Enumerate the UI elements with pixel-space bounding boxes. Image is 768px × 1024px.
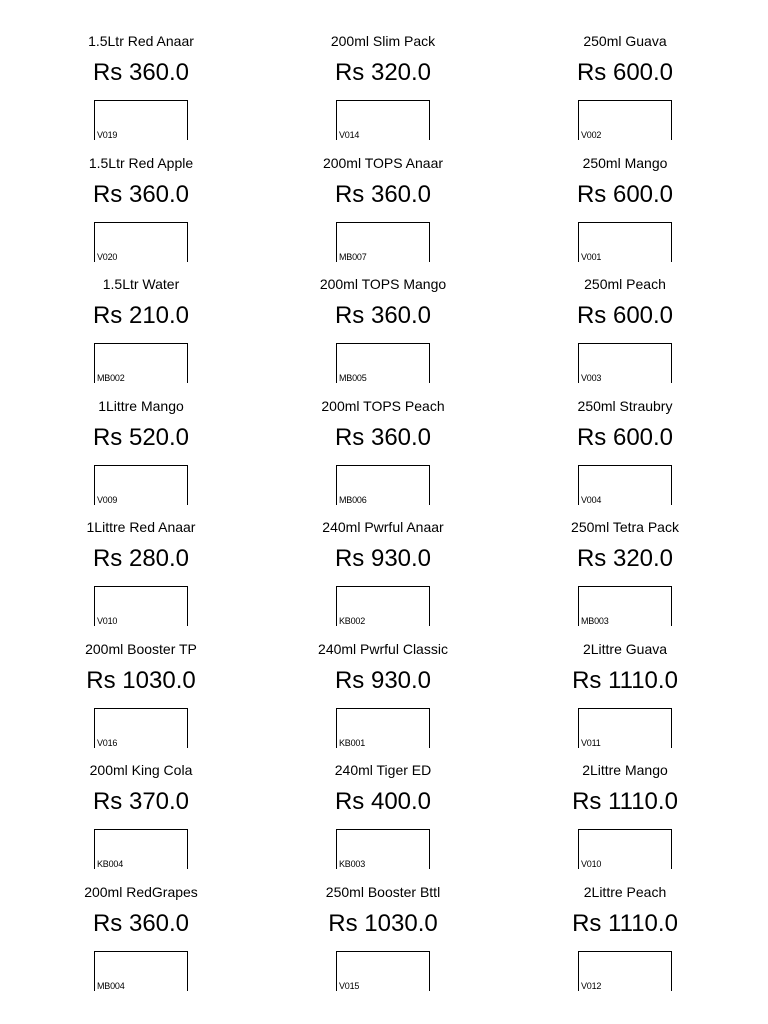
product-code: V003 [581, 373, 602, 383]
product-price: Rs 320.0 [334, 59, 432, 86]
product-code: KB003 [339, 859, 366, 869]
price-label [262, 729, 504, 869]
product-code: MB006 [339, 494, 367, 505]
price-label [262, 608, 504, 748]
product-name: 250ml Straubry [577, 397, 673, 414]
product-name: 200ml TOPS Peach [321, 397, 445, 414]
product-name: 200ml Booster TP [85, 640, 197, 657]
product-code: V014 [339, 130, 360, 140]
product-price: Rs 360.0 [92, 180, 190, 208]
price-label [20, 0, 262, 140]
product-name: 200ml Slim Pack [330, 33, 436, 49]
product-code: MB002 [97, 373, 125, 383]
price-label [504, 122, 746, 262]
price-label [262, 122, 504, 262]
product-name: 200ml King Cola [89, 762, 193, 778]
barcode-box [94, 951, 188, 991]
product-code: MB003 [581, 616, 609, 626]
price-label [20, 486, 262, 626]
product-price: Rs 320.0 [576, 545, 674, 572]
product-price: Rs 520.0 [92, 423, 190, 451]
product-name: 1Littre Red Anaar [86, 519, 196, 535]
product-price: Rs 600.0 [576, 59, 674, 86]
product-price: Rs 1030.0 [86, 666, 196, 694]
product-name: 1.5Ltr Red Apple [88, 154, 194, 171]
product-code: V012 [581, 980, 602, 991]
product-code: V011 [581, 737, 601, 748]
product-price: Rs 930.0 [334, 545, 432, 572]
product-price: Rs 360.0 [92, 909, 190, 937]
product-name: 250ml Guava [583, 33, 667, 49]
product-name: 1.5Ltr Red Anaar [88, 33, 194, 49]
price-label [20, 365, 262, 505]
product-price: Rs 210.0 [92, 302, 190, 329]
price-label [20, 122, 262, 262]
product-code: V015 [339, 980, 360, 991]
product-price: Rs 280.0 [92, 545, 190, 572]
product-name: 250ml Peach [584, 276, 666, 292]
product-code: KB004 [97, 859, 124, 869]
product-price: Rs 360.0 [92, 59, 190, 86]
price-label [504, 729, 746, 869]
product-name: 250ml Tetra Pack [571, 519, 679, 535]
product-code: V010 [97, 616, 118, 626]
product-price: Rs 1030.0 [328, 909, 438, 937]
product-price: Rs 370.0 [92, 788, 190, 815]
product-code: V010 [581, 859, 602, 869]
product-price: Rs 1110.0 [572, 666, 678, 694]
product-name: 240ml Pwrful Anaar [322, 519, 444, 535]
product-code: V001 [581, 251, 602, 262]
product-code: V016 [97, 737, 118, 748]
product-price: Rs 360.0 [334, 302, 432, 329]
product-name: 2Littre Peach [583, 883, 667, 900]
product-price: Rs 360.0 [334, 423, 432, 451]
product-name: 200ml TOPS Anaar [322, 154, 444, 171]
price-label [262, 243, 504, 383]
product-price: Rs 600.0 [576, 423, 674, 451]
product-price: Rs 930.0 [334, 666, 432, 694]
product-code: V004 [581, 494, 602, 505]
product-name: 240ml Tiger ED [334, 762, 432, 778]
price-label [20, 729, 262, 869]
product-price: Rs 600.0 [576, 180, 674, 208]
barcode-box [578, 951, 672, 991]
price-label [504, 608, 746, 748]
price-label [262, 365, 504, 505]
barcode-box [336, 951, 430, 991]
product-code: MB007 [339, 251, 367, 262]
price-label [262, 851, 504, 991]
product-price: Rs 400.0 [334, 788, 432, 815]
price-label [262, 0, 504, 140]
product-name: 200ml TOPS Mango [319, 276, 447, 292]
product-name: 200ml RedGrapes [84, 883, 198, 900]
product-price: Rs 600.0 [576, 302, 674, 329]
price-label [20, 851, 262, 991]
product-name: 1Littre Mango [98, 397, 184, 414]
price-label [504, 365, 746, 505]
product-name: 240ml Pwrful Classic [318, 640, 448, 657]
price-label [20, 608, 262, 748]
product-price: Rs 1110.0 [572, 788, 678, 815]
product-code: MB005 [339, 373, 367, 383]
price-label [504, 486, 746, 626]
product-code: V019 [97, 130, 118, 140]
price-label [504, 243, 746, 383]
product-price: Rs 1110.0 [572, 909, 678, 937]
price-label [262, 486, 504, 626]
price-label [504, 851, 746, 991]
product-code: V009 [97, 494, 118, 505]
product-name: 2Littre Guava [582, 640, 668, 657]
product-code: KB002 [339, 616, 366, 626]
product-code: V002 [581, 130, 602, 140]
price-label [20, 243, 262, 383]
product-code: KB001 [339, 737, 366, 748]
product-name: 250ml Booster Bttl [325, 883, 441, 900]
price-label [504, 0, 746, 140]
product-code: MB004 [97, 980, 125, 991]
product-code: V020 [97, 251, 118, 262]
product-price: Rs 360.0 [334, 180, 432, 208]
product-name: 2Littre Mango [582, 762, 668, 778]
product-name: 250ml Mango [582, 154, 668, 171]
product-name: 1.5Ltr Water [102, 276, 180, 292]
